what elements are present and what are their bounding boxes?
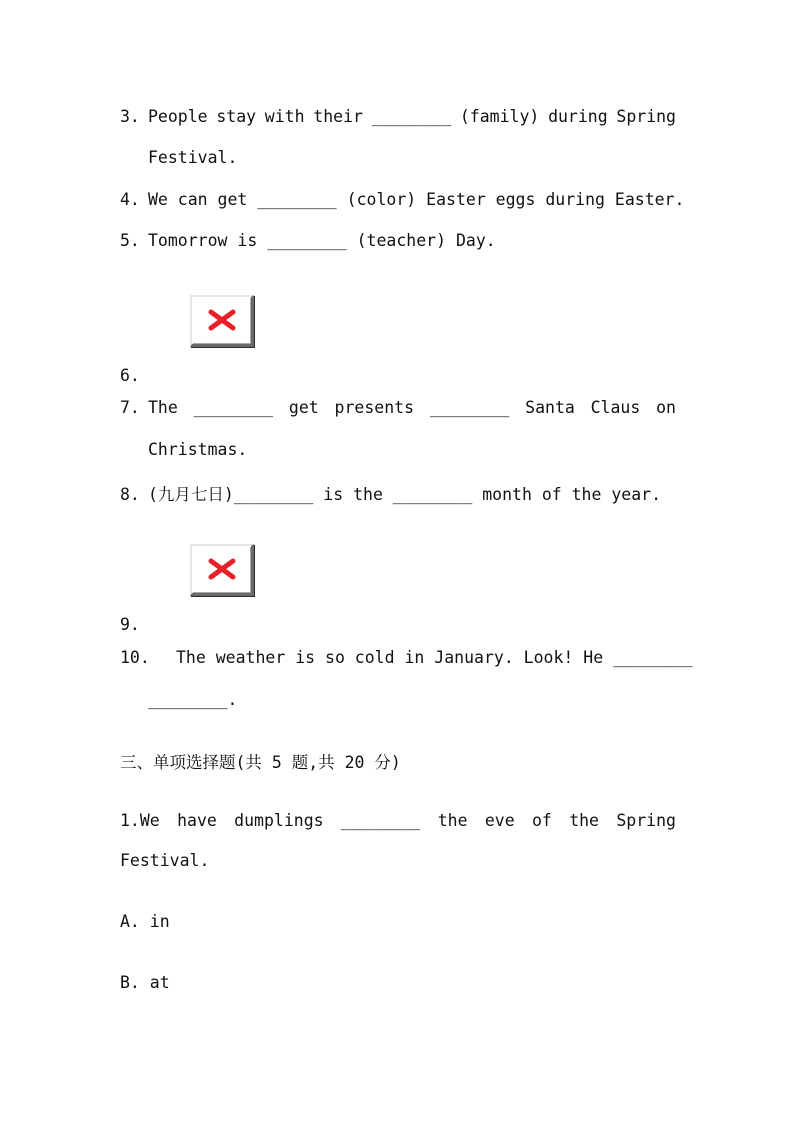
mc-question-1 xyxy=(120,811,676,830)
question-3-continuation: Festival. xyxy=(148,148,238,167)
question-7-line xyxy=(120,398,676,417)
question-8-text: (九月七日)________ is the ________ month of the year. xyxy=(148,485,662,504)
question-7-word: Claus xyxy=(590,398,641,417)
question-10-number: 10. xyxy=(120,648,150,667)
question-5-number: 5. xyxy=(120,231,140,250)
question-10 xyxy=(120,648,693,667)
section-3-title: 三、单项选择题(共 5 题,共 20 分) xyxy=(120,753,401,772)
question-10-text: The weather is so cold in January. Look! He ________ xyxy=(176,648,693,667)
question-5 xyxy=(120,231,676,250)
question-3-blank: ________ xyxy=(371,107,452,126)
question-7-word: presents xyxy=(334,398,415,417)
question-7-word: The xyxy=(148,398,178,417)
question-4-text: We can get ________ (color) Easter eggs during Easter. xyxy=(148,190,685,209)
question-9-number: 9. xyxy=(120,615,140,634)
mc-question-1-word: have xyxy=(177,811,217,830)
question-10-continuation: ________. xyxy=(148,690,238,709)
question-3-number: 3. xyxy=(120,107,140,126)
mc-question-1-continuation: Festival. xyxy=(120,851,210,870)
question-4 xyxy=(120,190,685,209)
mc-question-1-word: of xyxy=(531,811,552,830)
mc-option-b: B. at xyxy=(120,973,170,992)
mc-question-1-word: dumplings xyxy=(234,811,324,830)
question-3-text xyxy=(148,107,676,126)
question-3 xyxy=(120,107,676,126)
question-7-word: on xyxy=(656,398,676,417)
mc-question-1-word: eve xyxy=(484,811,515,830)
question-3-line xyxy=(120,107,676,126)
question-6-number: 6. xyxy=(120,366,140,385)
mc-question-1-word: Spring xyxy=(616,811,676,830)
mc-question-1-blank: ________ xyxy=(340,811,421,830)
broken-image-icon xyxy=(190,544,254,596)
question-7-blank: ________ xyxy=(193,398,274,417)
question-7-text xyxy=(148,398,676,417)
mc-question-1-word: the xyxy=(437,811,468,830)
mc-question-1-word: the xyxy=(569,811,599,830)
question-8-number: 8. xyxy=(120,485,140,504)
question-6 xyxy=(120,366,676,385)
question-3-word: People xyxy=(148,107,208,126)
question-7-continuation: Christmas. xyxy=(148,440,248,459)
question-5-text: Tomorrow is ________ (teacher) Day. xyxy=(148,231,496,250)
question-3-word: their xyxy=(313,107,363,126)
mc-question-1-word: 1.We xyxy=(120,811,160,830)
question-7-blank: ________ xyxy=(429,398,510,417)
question-7-word: Santa xyxy=(525,398,575,417)
mc-option-a: A. in xyxy=(120,912,170,931)
question-7-number: 7. xyxy=(120,398,140,417)
question-7-word: get xyxy=(288,398,319,417)
mc-question-1-line xyxy=(120,811,676,830)
broken-image-icon xyxy=(190,295,254,347)
question-9 xyxy=(120,615,676,634)
question-3-word: stay xyxy=(216,107,257,126)
question-7 xyxy=(120,398,676,417)
broken-image-x-icon xyxy=(208,309,236,331)
question-4-number: 4. xyxy=(120,190,140,209)
question-3-word: during xyxy=(548,107,608,126)
question-3-hint: (family) xyxy=(459,107,540,126)
question-3-word: Spring xyxy=(616,107,676,126)
question-8 xyxy=(120,481,676,505)
question-3-word: with xyxy=(264,107,305,126)
broken-image-x-icon xyxy=(208,558,236,580)
